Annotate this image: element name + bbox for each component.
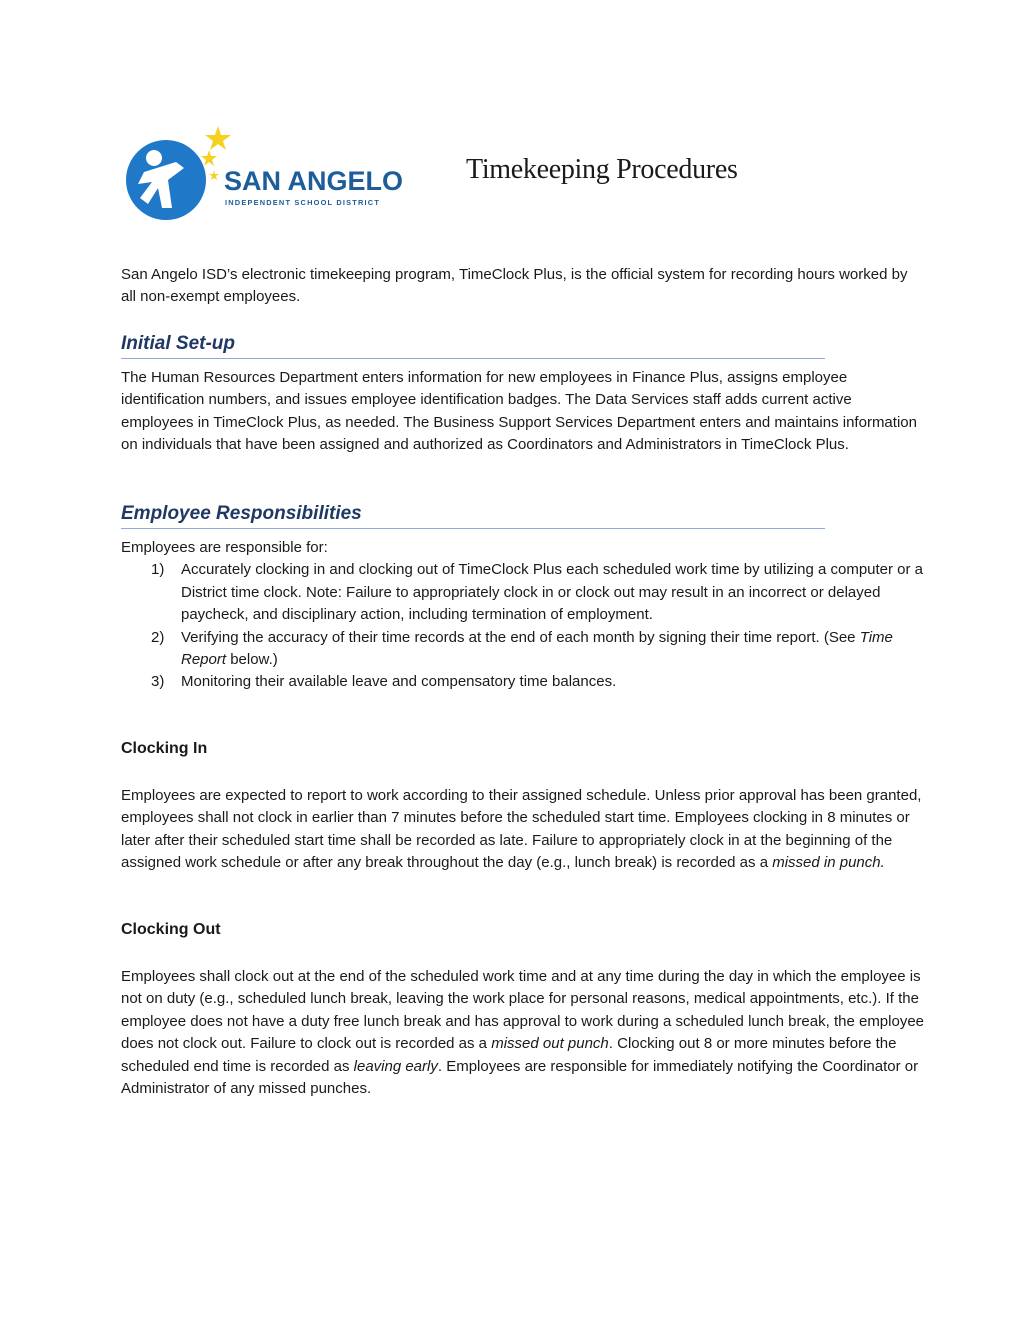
page-title: Timekeeping Procedures	[466, 154, 738, 185]
svg-text:INDEPENDENT SCHOOL DISTRICT: INDEPENDENT SCHOOL DISTRICT	[225, 198, 381, 207]
list-number: 2)	[151, 628, 165, 646]
list-item-text: Monitoring their available leave and compensatory time balances.	[181, 673, 617, 691]
clocking-out-text: . Employees are responsible for immediately notifying the Coordinator or Administrator of any missed punches.	[121, 1057, 919, 1098]
intro-paragraph: San Angelo ISD’s electronic timekeeping program, TimeClock Plus, is the official system for recording hours worked by all non-exempt employees.	[121, 266, 908, 306]
star-icon	[209, 170, 219, 180]
list-number: 3)	[151, 673, 165, 691]
responsibilities-list	[121, 559, 926, 693]
leaving-early-term: leaving early	[353, 1057, 438, 1075]
initial-setup-heading: Initial Set-up	[121, 333, 825, 359]
san-angelo-isd-logo	[124, 124, 404, 224]
list-item	[121, 559, 926, 626]
initial-setup-paragraph: The Human Resources Department enters information for new employees in Finance Plus, assigns employee identification numbers, and issues employee identification badges. The Data Services staff adds current active employees in TimeClock Plus, as needed. The Business Support Services Department enters and maintains information on individuals that have been assigned and authorized as Coordinators and Administrators in TimeClock Plus.	[121, 369, 917, 454]
list-item-text-end: below.)	[226, 651, 278, 669]
list-item-text: Verifying the accuracy of their time records at the end of each month by signing their time report. (See	[181, 628, 860, 646]
employee-responsibilities-section	[121, 537, 926, 694]
employee-responsibilities-heading: Employee Responsibilities	[121, 503, 825, 529]
clocking-out-heading: Clocking Out	[121, 921, 221, 938]
star-icon	[205, 126, 231, 150]
clocking-in-heading: Clocking In	[121, 740, 208, 757]
clocking-out-paragraph	[121, 966, 926, 1100]
missed-in-punch-term: missed in punch.	[772, 854, 885, 872]
missed-out-punch-term: missed out punch	[491, 1035, 609, 1053]
list-item	[121, 627, 926, 672]
time-report-reference: Time Report	[181, 628, 893, 669]
clocking-in-text: Employees are expected to report to work according to their assigned schedule. Unless prior approval has been granted, employees shall not clock in earlier than 7 minutes before the scheduled start time. Employees clocking in 8 minutes or later after their scheduled start time shall be recorded as late. Failure to appropriately clock in at the beginning of the assigned work schedule or after any break throughout the day (e.g., lunch break) is recorded as a	[121, 787, 922, 872]
list-number: 1)	[151, 561, 165, 579]
responsibilities-lead: Employees are responsible for:	[121, 539, 328, 556]
list-item	[121, 671, 926, 693]
clocking-out-text: . Clocking out 8 or more minutes before the scheduled end time is recorded as	[121, 1035, 897, 1075]
list-item-text: Accurately clocking in and clocking out of TimeClock Plus each scheduled work time by utilizing a computer or a District time clock. Note: Failure to appropriately clock in or clock out may result in an incorrect or delayed paycheck, and disciplinary action, including termination of employment.	[181, 561, 924, 624]
clocking-in-paragraph	[121, 785, 926, 875]
star-icon	[201, 150, 217, 166]
clocking-out-text: Employees shall clock out at the end of the scheduled work time and at any time during the day in which the employee is not on duty (e.g., scheduled lunch break, leaving the work place for personal reasons, medical appointments, etc.). If the employee does not have a duty free lunch break and has approval to work during a scheduled lunch break, the employee does not clock out. Failure to clock out is recorded as a	[121, 968, 925, 1053]
svg-text:SAN ANGELO: SAN ANGELO	[224, 166, 404, 196]
